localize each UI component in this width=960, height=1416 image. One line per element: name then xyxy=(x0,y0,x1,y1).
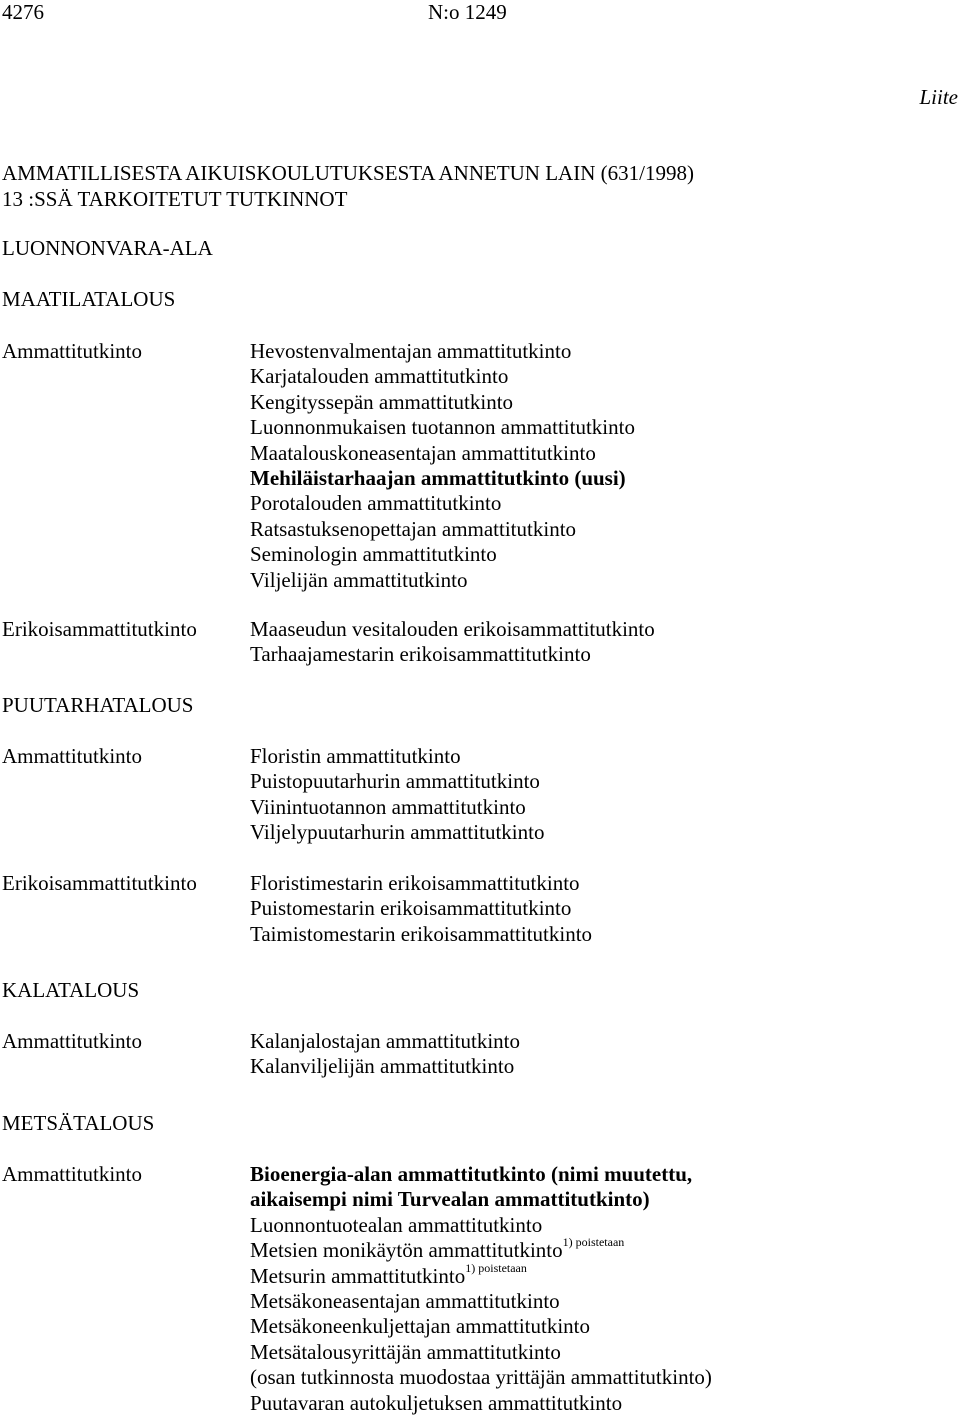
title-line-1: AMMATILLISESTA AIKUISKOULUTUKSESTA ANNETUN LAIN (631/1998) xyxy=(2,161,694,185)
document-title xyxy=(2,160,694,212)
list-item xyxy=(250,1260,712,1289)
section-heading-maatilatalous: MAATILATALOUS xyxy=(2,287,176,311)
list-item: Bioenergia-alan ammattitutkinto (nimi muutettu, xyxy=(250,1162,693,1186)
list-item: Ratsastuksenopettajan ammattitutkinto xyxy=(250,516,577,541)
list-item: (osan tutkinnosta muodostaa yrittäjän ammattitutkinto) xyxy=(250,1365,712,1390)
footnote-mark: 1) poistetaan xyxy=(562,1235,625,1250)
degree-list xyxy=(250,744,544,846)
field-heading: LUONNONVARA-ALA xyxy=(2,236,213,260)
section-heading-kalatalous: KALATALOUS xyxy=(2,978,140,1002)
appendix-label: Liite xyxy=(919,85,958,109)
list-item: Maaseudun vesitalouden erikoisammattitutkinto xyxy=(250,617,655,641)
list-item: Metsäkoneasentajan ammattitutkinto xyxy=(250,1289,560,1314)
list-item: Luonnonmukaisen tuotannon ammattitutkinto xyxy=(250,415,635,440)
list-item: Porotalouden ammattitutkinto xyxy=(250,491,502,516)
category-label: Erikoisammattitutkinto xyxy=(2,871,197,895)
list-item: Mehiläistarhaajan ammattitutkinto (uusi) xyxy=(250,466,626,491)
list-item: Taimistomestarin erikoisammattitutkinto xyxy=(250,921,593,946)
list-item: Floristimestarin erikoisammattitutkinto xyxy=(250,871,580,895)
list-item xyxy=(250,1235,712,1263)
footnote-mark: 1) poistetaan xyxy=(465,1260,527,1275)
list-item: Puistomestarin erikoisammattitutkinto xyxy=(250,896,572,921)
list-item: Viljelijän ammattitutkinto xyxy=(250,567,468,592)
list-item: aikaisempi nimi Turvealan ammattitutkinto) xyxy=(250,1187,650,1212)
category-label: Ammattitutkinto xyxy=(2,1029,142,1053)
degree-list xyxy=(250,617,655,668)
title-line-2: 13 :SSÄ TARKOITETUT TUTKINNOT xyxy=(2,187,348,211)
list-item: Hevostenvalmentajan ammattitutkinto xyxy=(250,339,572,363)
list-item: Kalanjalostajan ammattitutkinto xyxy=(250,1029,521,1053)
list-item: Puutavaran autokuljetuksen ammattitutkinto xyxy=(250,1390,623,1415)
degree-list xyxy=(250,1029,520,1080)
list-item: Karjatalouden ammattitutkinto xyxy=(250,364,509,389)
section-heading-metsatalous: METSÄTALOUS xyxy=(2,1111,155,1135)
list-item-text: Metsurin ammattitutkinto xyxy=(250,1263,466,1288)
list-item: Viljelypuutarhurin ammattitutkinto xyxy=(250,820,545,845)
category-label: Ammattitutkinto xyxy=(2,339,142,363)
issue-number: N:o 1249 xyxy=(428,0,507,24)
category-label: Ammattitutkinto xyxy=(2,744,142,768)
degree-list xyxy=(250,1162,712,1416)
list-item: Luonnontuotealan ammattitutkinto xyxy=(250,1212,543,1237)
list-item: Puistopuutarhurin ammattitutkinto xyxy=(250,769,540,794)
page-number: 4276 xyxy=(2,0,44,24)
list-item: Maatalouskoneasentajan ammattitutkinto xyxy=(250,440,596,465)
list-item-text: Metsien monikäytön ammattitutkinto xyxy=(250,1238,563,1263)
list-item: Kengityssepän ammattitutkinto xyxy=(250,389,514,414)
list-item: Kalanviljelijän ammattitutkinto xyxy=(250,1054,515,1079)
category-label: Erikoisammattitutkinto xyxy=(2,617,197,641)
section-heading-puutarhatalous: PUUTARHATALOUS xyxy=(2,693,194,717)
list-item: Floristin ammattitutkinto xyxy=(250,744,461,768)
degree-list xyxy=(250,339,635,593)
category-label: Ammattitutkinto xyxy=(2,1162,142,1186)
list-item: Viinintuotannon ammattitutkinto xyxy=(250,794,526,819)
list-item: Tarhaajamestarin erikoisammattitutkinto xyxy=(250,642,591,667)
degree-list xyxy=(250,871,592,947)
list-item: Metsätalousyrittäjän ammattitutkinto xyxy=(250,1339,561,1364)
list-item: Seminologin ammattitutkinto xyxy=(250,542,497,567)
list-item: Metsäkoneenkuljettajan ammattitutkinto xyxy=(250,1314,590,1339)
